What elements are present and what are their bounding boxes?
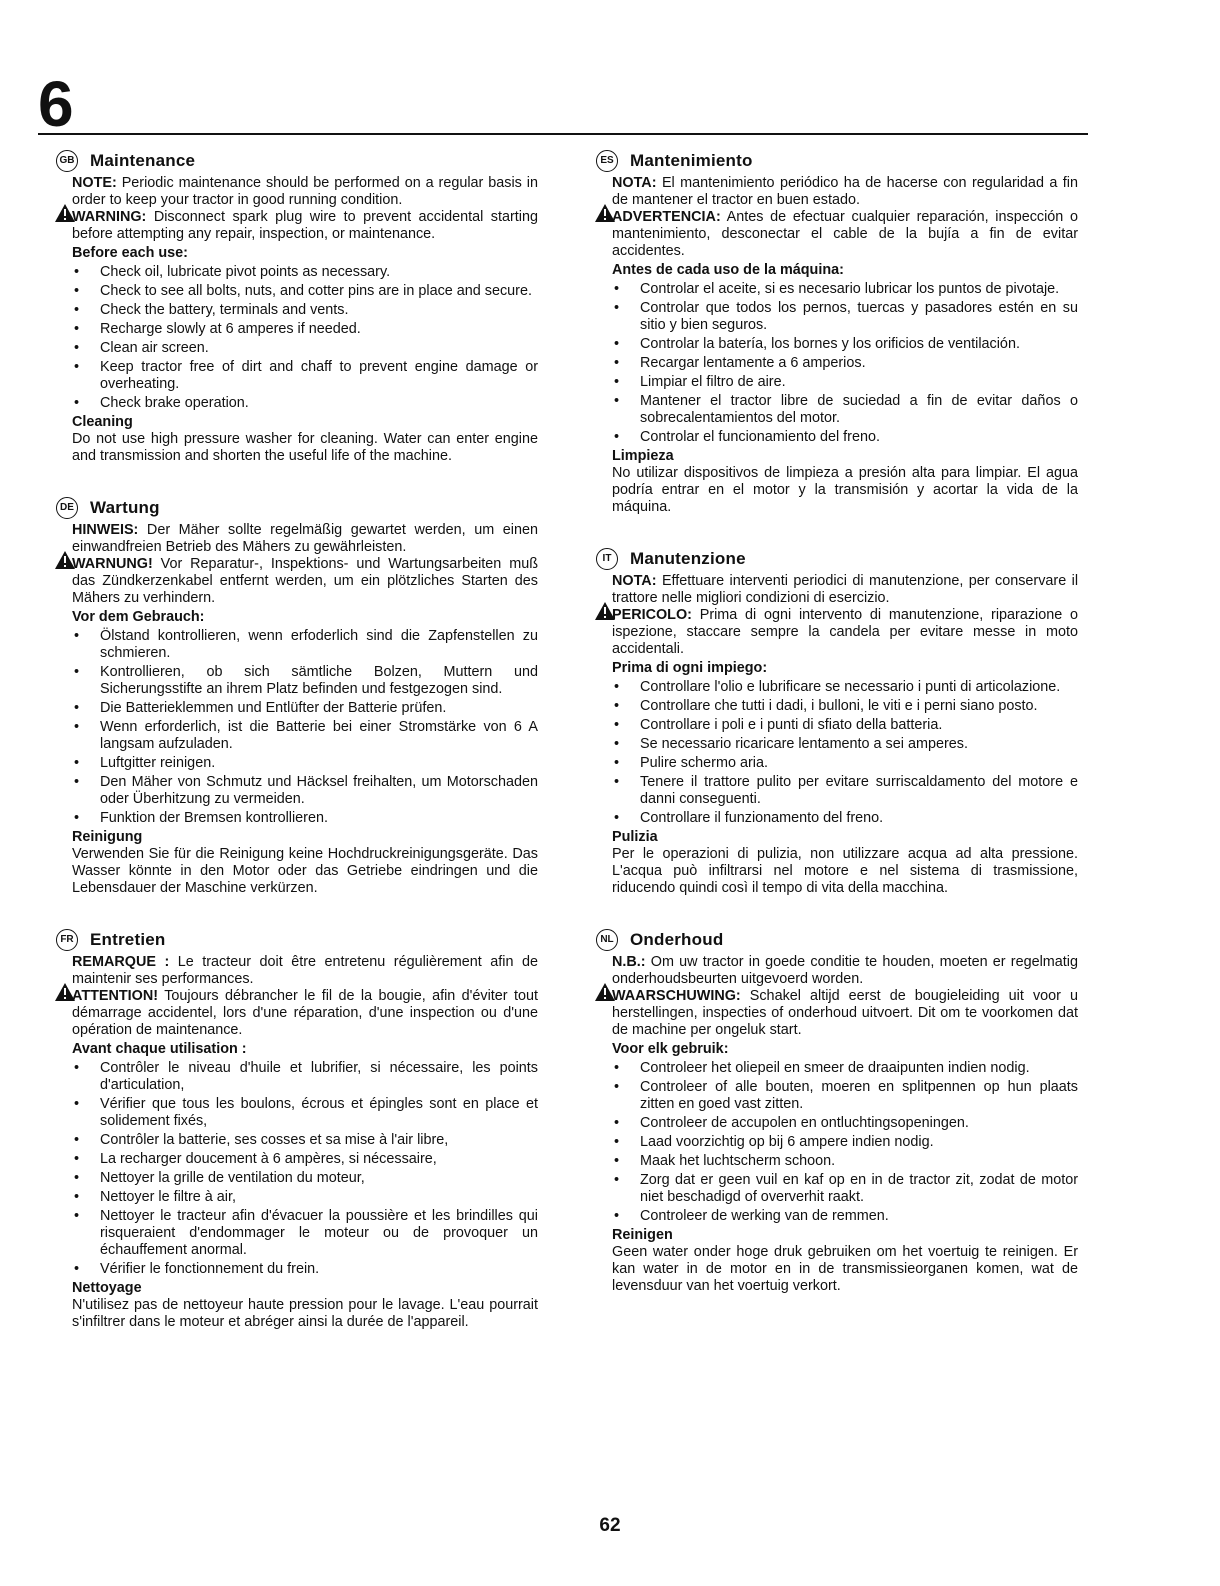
warning-text: Schakel altijd eerst de bougieleiding uit voor u herstellingen, inspecties of onderhoud uitvoert. Dit om te voorkomen dat de machine per ongeluk start.	[612, 988, 1078, 1038]
section-es	[596, 148, 1078, 516]
checklist-item: • Contrôler la batterie, ses cosses et sa mise à l'air libre,	[72, 1132, 538, 1149]
warning-label: ADVERTENCIA:	[612, 209, 721, 225]
checklist-item: • Zorg dat er geen vuil en kaf op en in de tractor zit, zodat de motor niet beschadigd of oververhit raakt.	[612, 1172, 1078, 1206]
checklist-item: • Controleer de accupolen en ontluchtingsopeningen.	[612, 1115, 1078, 1132]
warning-paragraph	[72, 209, 538, 243]
warning-label: WAARSCHUWING:	[612, 988, 741, 1004]
cleaning-text: Geen water onder hoge druk gebruiken om het voertuig te reinigen. Er kan water in de motor en in de transmissieorganen komen, wat de levensduur van het voertuig verkort.	[612, 1244, 1078, 1294]
section-title: Entretien	[90, 930, 166, 949]
checklist-item: • Nettoyer le tracteur afin d'évacuer la poussière et les brindilles qui risqueraient d'endommager le moteur ou de provoquer un échauffement anormal.	[72, 1208, 538, 1259]
checklist-item: • Recharge slowly at 6 amperes if needed.	[72, 321, 538, 338]
section-title: Maintenance	[90, 151, 196, 170]
section-body	[596, 175, 1078, 516]
warning-text: Prima di ogni intervento di manutenzione, riparazione o ispezione, staccare sempre la candela per evitare messe in moto accidentali.	[612, 607, 1078, 657]
checklist-item: • Kontrollieren, ob sich sämtliche Bolzen, Muttern und Sicherungsstifte an ihrem Platz befinden und festgezogen sind.	[72, 664, 538, 698]
cleaning-text: Per le operazioni di pulizia, non utilizzare acqua ad alta pressione. L'acqua può infiltrarsi nel motore e nel sistema di trasmissione, riducendo quindi così il tempo di vita della macchina.	[612, 846, 1078, 896]
warning-triangle-icon	[594, 601, 616, 621]
checklist-item: • Funktion der Bremsen kontrollieren.	[72, 810, 538, 827]
checklist-item: • Recargar lentamente a 6 amperios.	[612, 355, 1078, 372]
note-paragraph	[72, 175, 538, 209]
checklist	[72, 264, 538, 412]
warning-triangle-icon	[54, 203, 76, 223]
checklist-item: • Controlar la batería, los bornes y los orificios de ventilación.	[612, 336, 1078, 353]
checklist-item: • Check oil, lubricate pivot points as necessary.	[72, 264, 538, 281]
checklist-item: • Clean air screen.	[72, 340, 538, 357]
checklist-item: • Vérifier que tous les boulons, écrous et épingles sont en place et solidement fixés,	[72, 1096, 538, 1130]
checklist-item: • Keep tractor free of dirt and chaff to prevent engine damage or overheating.	[72, 359, 538, 393]
section-title: Mantenimiento	[630, 151, 753, 170]
note-text: El mantenimiento periódico ha de hacerse con regularidad a fin de mantener el tractor en buen estado.	[612, 175, 1079, 208]
note-paragraph	[612, 954, 1078, 988]
cleaning-heading: Nettoyage	[72, 1280, 142, 1296]
checklist-item: • Ölstand kontrollieren, wenn erfoderlich sind die Zapfenstellen zu schmieren.	[72, 628, 538, 662]
checklist-item: • Limpiar el filtro de aire.	[612, 374, 1078, 391]
language-badge: FR	[56, 929, 78, 951]
section-body	[56, 175, 538, 465]
checklist-item: • Check brake operation.	[72, 395, 538, 412]
checklist	[72, 628, 538, 827]
before-use-heading: Prima di ogni impiego:	[612, 660, 768, 676]
section-gb	[56, 148, 538, 465]
section-title: Manutenzione	[630, 549, 746, 568]
note-paragraph	[612, 175, 1078, 209]
checklist-item: • Die Batterieklemmen und Entlüfter der Batterie prüfen.	[72, 700, 538, 717]
checklist-item: • Laad voorzichtig op bij 6 ampere indien nodig.	[612, 1134, 1078, 1151]
section-fr	[56, 927, 538, 1331]
section-body	[56, 522, 538, 897]
warning-label: ATTENTION!	[72, 988, 159, 1004]
page-number: 62	[599, 1515, 621, 1536]
note-label: NOTA:	[612, 175, 657, 191]
language-badge: ES	[596, 150, 618, 172]
warning-label: WARNUNG!	[72, 556, 153, 572]
note-text: Der Mäher sollte regelmäßig gewartet werden, um einen einwandfreien Betrieb des Mähers zu gewährleisten.	[72, 522, 538, 555]
warning-label: PERICOLO:	[612, 607, 692, 623]
language-badge: GB	[56, 150, 78, 172]
section-nl	[596, 927, 1078, 1295]
checklist-item: • Check the battery, terminals and vents.	[72, 302, 538, 319]
language-badge: IT	[596, 548, 618, 570]
before-use-heading: Avant chaque utilisation :	[72, 1041, 247, 1057]
checklist-item: • Tenere il trattore pulito per evitare surriscaldamento del motore e danni conseguenti.	[612, 774, 1078, 808]
warning-triangle-icon	[54, 550, 76, 570]
checklist-item: • Controlar el aceite, si es necesario lubricar los puntos de pivotaje.	[612, 281, 1078, 298]
section-header	[596, 148, 1078, 174]
note-text: Periodic maintenance should be performed on a regular basis in order to keep your tractor in good running condition.	[72, 175, 538, 208]
checklist-item: • Nettoyer le filtre à air,	[72, 1189, 538, 1206]
checklist-item: • Se necessario ricaricare lentamento a sei amperes.	[612, 736, 1078, 753]
checklist-item: • Vérifier le fonctionnement du frein.	[72, 1261, 538, 1278]
cleaning-heading: Reinigen	[612, 1227, 673, 1243]
cleaning-heading: Pulizia	[612, 829, 658, 845]
checklist-item: • Check to see all bolts, nuts, and cotter pins are in place and secure.	[72, 283, 538, 300]
warning-text: Antes de efectuar cualquier reparación, inspección o mantenimiento, desconectar el cable de la bujía a fin de evitar accidentes.	[612, 209, 1078, 259]
cleaning-heading: Cleaning	[72, 414, 133, 430]
checklist-item: • Controlar que todos los pernos, tuercas y pasadores estén en su sitio y bien seguros.	[612, 300, 1078, 334]
before-use-heading: Voor elk gebruik:	[612, 1041, 729, 1057]
note-paragraph	[72, 954, 538, 988]
checklist-item: • Controleer of alle bouten, moeren en splitpennen op hun plaats zitten en goed vast zitten.	[612, 1079, 1078, 1113]
warning-triangle-icon	[54, 982, 76, 1002]
checklist-item: • Controleer het oliepeil en smeer de draaipunten indien nodig.	[612, 1060, 1078, 1077]
section-body	[596, 954, 1078, 1295]
note-label: NOTA:	[612, 573, 657, 589]
note-paragraph	[612, 573, 1078, 607]
warning-paragraph	[72, 988, 538, 1039]
note-label: HINWEIS:	[72, 522, 139, 538]
section-title: Onderhoud	[630, 930, 724, 949]
checklist	[72, 1060, 538, 1278]
note-label: REMARQUE :	[72, 954, 170, 970]
warning-triangle-icon	[594, 203, 616, 223]
cleaning-heading: Reinigung	[72, 829, 143, 845]
cleaning-heading: Limpieza	[612, 448, 674, 464]
section-body	[56, 954, 538, 1331]
checklist-item: • Controllare il funzionamento del freno.	[612, 810, 1078, 827]
checklist-item: • Contrôler le niveau d'huile et lubrifier, si nécessaire, les points d'articulation,	[72, 1060, 538, 1094]
warning-text: Vor Reparatur-, Inspektions- und Wartungsarbeiten muß das Zündkerzenkabel entfernt werden, um ein plötzliches Starten des Mähers zu verhindern.	[72, 556, 538, 606]
warning-triangle-icon	[594, 982, 616, 1002]
checklist-item: • Wenn erforderlich, ist die Batterie bei einer Stromstärke von 6 A langsam aufzuladen.	[72, 719, 538, 753]
checklist-item: • Nettoyer la grille de ventilation du moteur,	[72, 1170, 538, 1187]
checklist	[612, 281, 1078, 446]
section-title: Wartung	[90, 498, 160, 517]
section-header	[56, 148, 538, 174]
checklist-item: • Controllare l'olio e lubrificare se necessario i punti di articolazione.	[612, 679, 1078, 696]
chapter-number: 6	[38, 68, 74, 140]
before-use-heading: Before each use:	[72, 245, 188, 261]
note-label: N.B.:	[612, 954, 646, 970]
cleaning-text: Verwenden Sie für die Reinigung keine Hochdruckreinigungsgeräte. Das Wasser könnte in den Motor oder das Getriebe eindringen und die Lebensdauer der Maschine verkürzen.	[72, 846, 538, 896]
checklist-item: • Controllare che tutti i dadi, i bulloni, le viti e i perni siano posto.	[612, 698, 1078, 715]
warning-text: Disconnect spark plug wire to prevent accidental starting before attempting any repair, inspection, or maintenance.	[72, 209, 539, 242]
warning-label: WARNING:	[72, 209, 147, 225]
section-de	[56, 495, 538, 897]
checklist-item: • Luftgitter reinigen.	[72, 755, 538, 772]
section-body	[596, 573, 1078, 897]
checklist-item: • Controlar el funcionamiento del freno.	[612, 429, 1078, 446]
note-text: Om uw tractor in goede conditie te houden, moeten er regelmatig onderhoudsbeurten uitgevoerd worden.	[612, 954, 1078, 987]
checklist-item: • Den Mäher von Schmutz und Häcksel freihalten, um Motorschaden oder Überhitzung zu vermeiden.	[72, 774, 538, 808]
warning-text: Toujours débrancher le fil de la bougie, afin d'éviter tout démarrage accidentel, lors d'une réparation, d'une inspection ou d'une opération de maintenance.	[72, 988, 538, 1038]
before-use-heading: Vor dem Gebrauch:	[72, 609, 205, 625]
checklist-item: • Controleer de werking van de remmen.	[612, 1208, 1078, 1225]
warning-paragraph	[612, 988, 1078, 1039]
checklist-item: • Pulire schermo aria.	[612, 755, 1078, 772]
checklist	[612, 679, 1078, 827]
note-label: NOTE:	[72, 175, 117, 191]
section-header	[596, 546, 1078, 572]
cleaning-text: N'utilisez pas de nettoyeur haute pression pour le lavage. L'eau pourrait s'infiltrer dans le moteur et abréger ainsi la durée de l'appareil.	[72, 1297, 538, 1330]
section-header	[56, 495, 538, 521]
checklist-item: • La recharger doucement à 6 ampères, si nécessaire,	[72, 1151, 538, 1168]
note-text: Le tracteur doit être entretenu régulièrement afin de maintenir ses performances.	[72, 954, 538, 987]
checklist	[612, 1060, 1078, 1225]
section-header	[596, 927, 1078, 953]
warning-paragraph	[612, 209, 1078, 260]
header-rule	[38, 133, 1088, 135]
cleaning-text: No utilizar dispositivos de limpieza a presión alta para limpiar. El agua podría entrar en el motor y la transmisión y acortar la vida de la máquina.	[612, 465, 1078, 515]
section-it	[596, 546, 1078, 897]
language-badge: DE	[56, 497, 78, 519]
section-header	[56, 927, 538, 953]
left-column	[56, 148, 538, 1361]
warning-paragraph	[72, 556, 538, 607]
cleaning-text: Do not use high pressure washer for cleaning. Water can enter engine and transmission and shorten the useful life of the machine.	[72, 431, 538, 464]
language-badge: NL	[596, 929, 618, 951]
note-text: Effettuare interventi periodici di manutenzione, per conservare il trattore nelle migliori condizioni di esercizio.	[612, 573, 1079, 606]
before-use-heading: Antes de cada uso de la máquina:	[612, 262, 844, 278]
checklist-item: • Mantener el tractor libre de suciedad a fin de evitar daños o sobrecalentamientos del motor.	[612, 393, 1078, 427]
right-column	[596, 148, 1078, 1325]
checklist-item: • Controllare i poli e i punti di sfiato della batteria.	[612, 717, 1078, 734]
note-paragraph	[72, 522, 538, 556]
checklist-item: • Maak het luchtscherm schoon.	[612, 1153, 1078, 1170]
warning-paragraph	[612, 607, 1078, 658]
